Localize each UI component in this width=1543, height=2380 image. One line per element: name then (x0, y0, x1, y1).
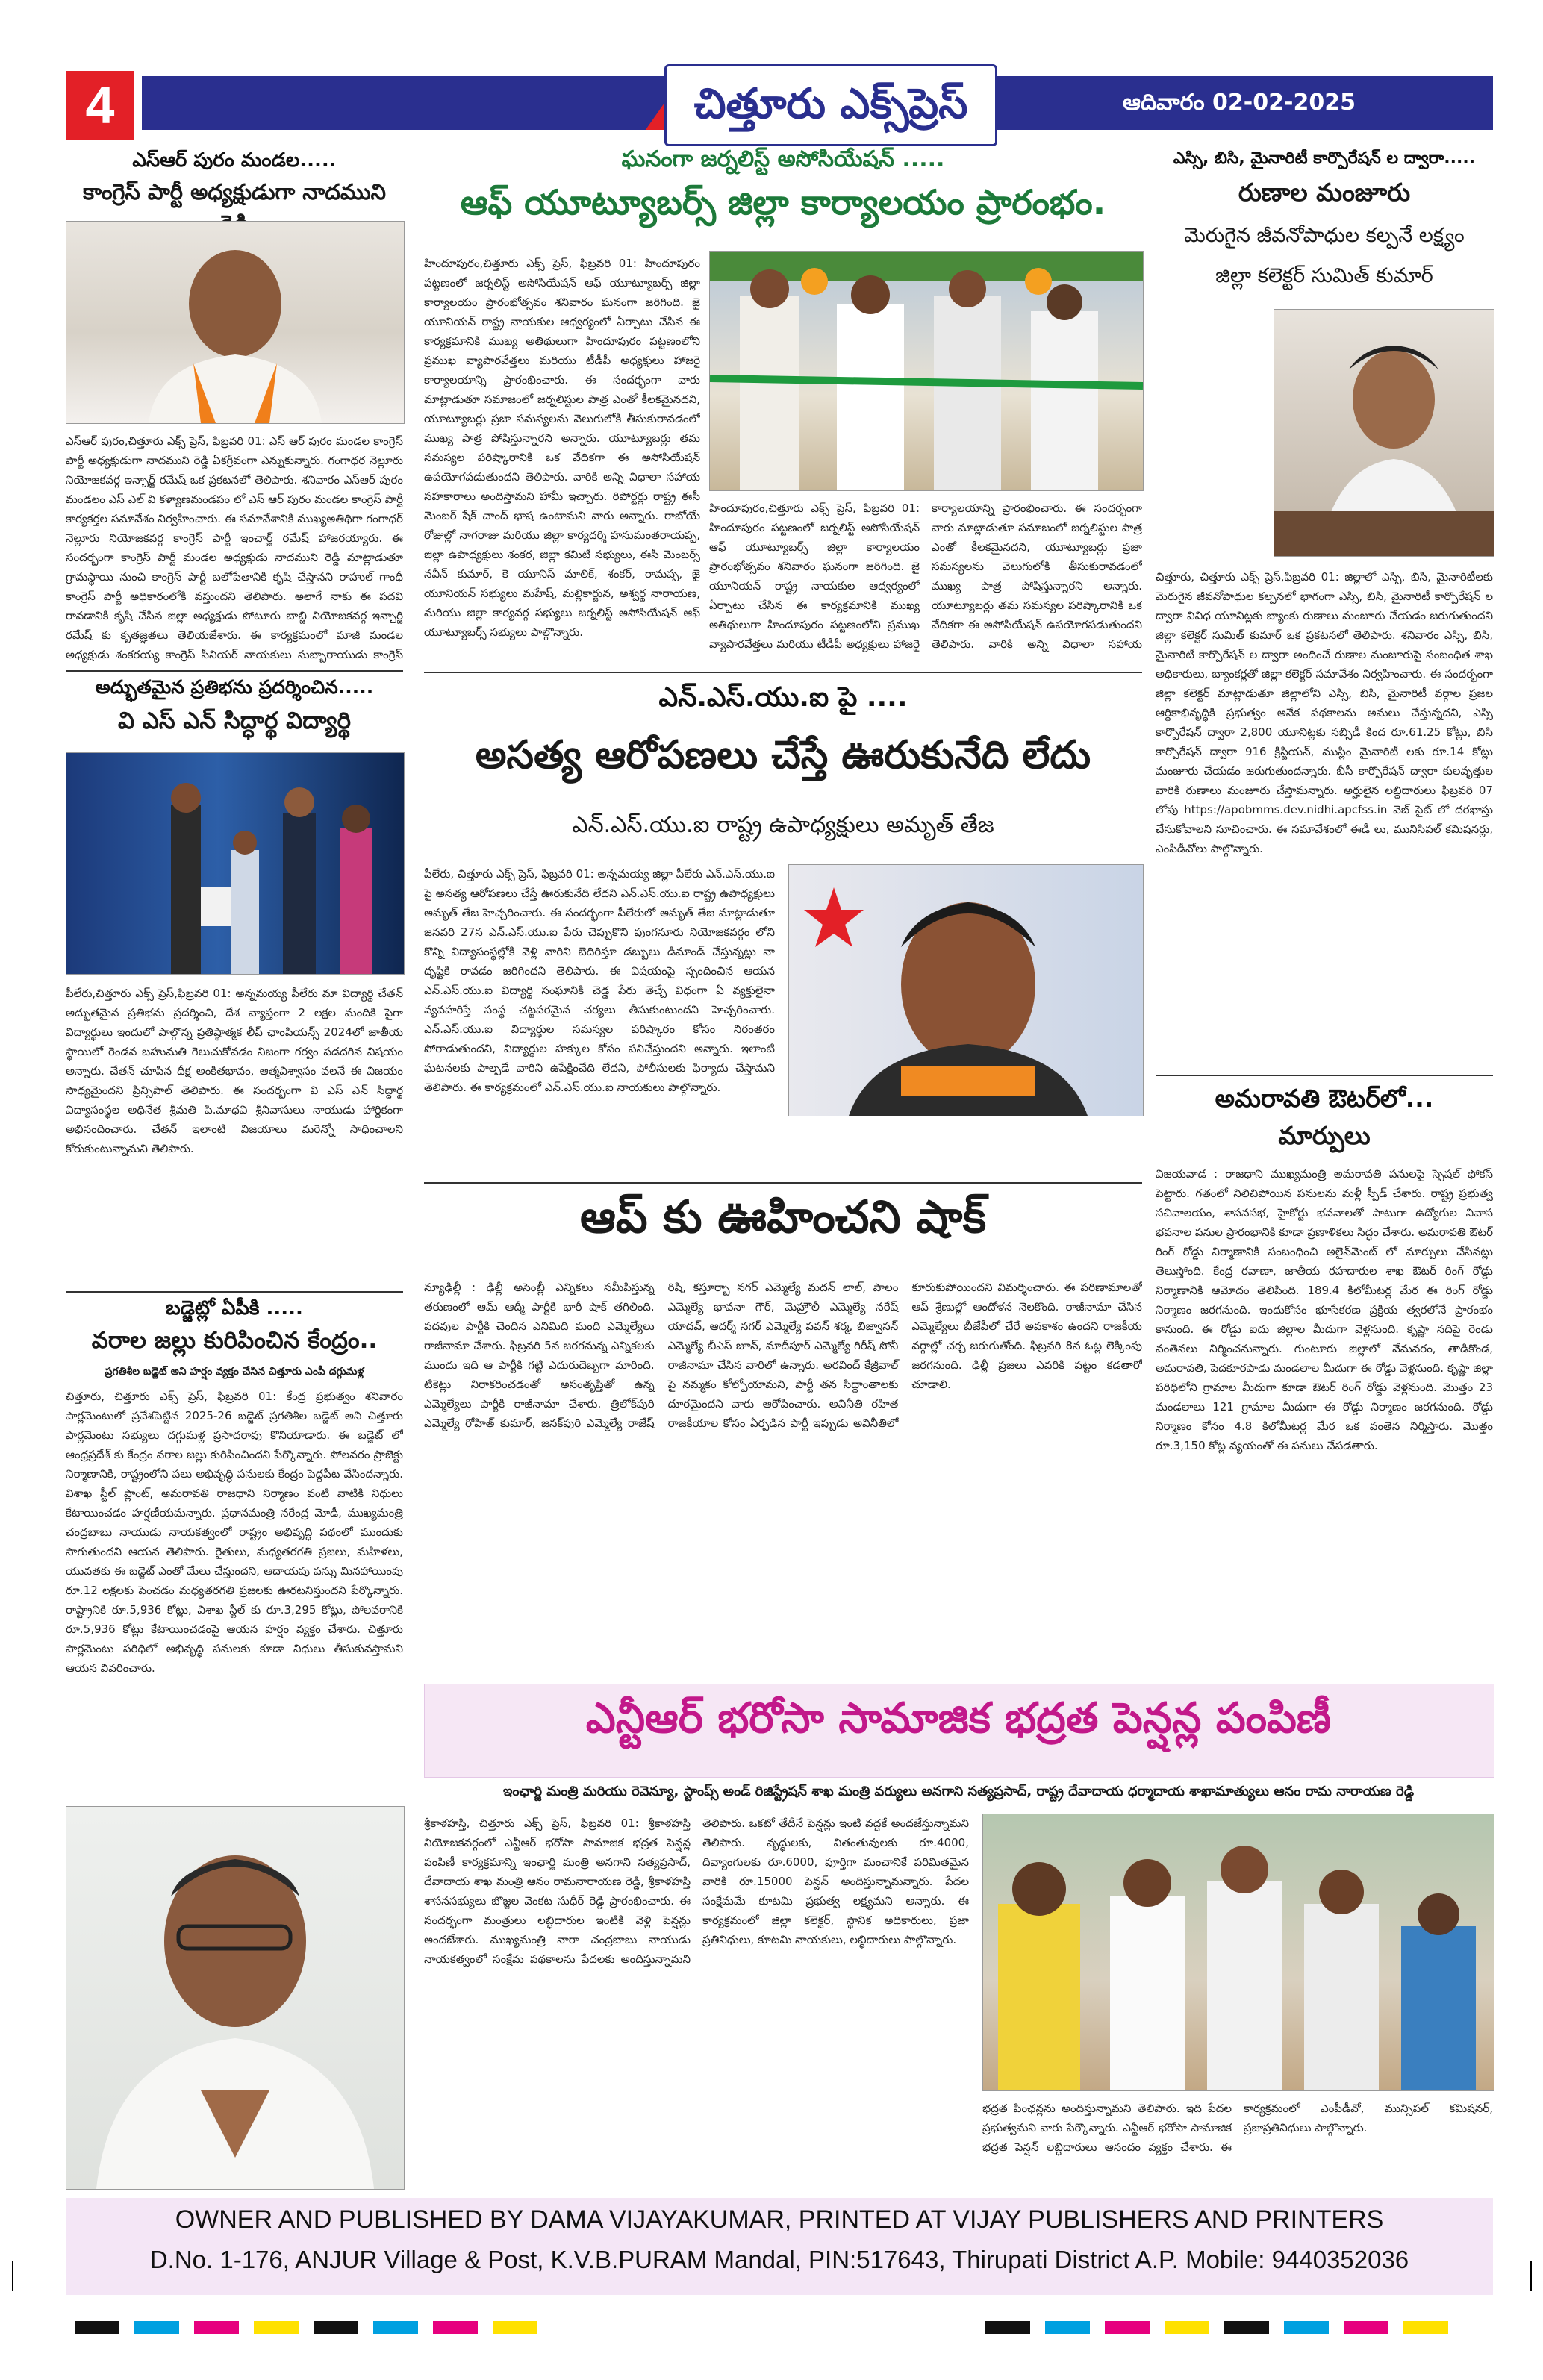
ntr-headline: ఎన్టీఆర్ భరోసా సామాజిక భద్రత పెన్షన్ల పంపిణీ (585, 1694, 1332, 1743)
left-budget-headline: వరాల జల్లు కురిపించిన కేంద్రం.. (91, 1327, 378, 1354)
center-top-kicker: ఘనంగా జర్నలిస్ట్ అసోసియేషన్ ..... (621, 146, 945, 172)
left-mid-headline: వి ఎస్ ఎన్ సిద్ధార్థ విద్యార్థి (117, 708, 352, 734)
aap-headline: ఆప్ కు ఊహించని షాక్ (579, 1191, 987, 1243)
newspaper-title: చిత్తూరు ఎక్స్‌ప్రెస్ (664, 64, 997, 146)
ntr-body-cont: భద్రత పింఛన్లను అందిస్తున్నామని తెలిపారు. ఇది పేదల ప్రభుత్వమని వారు పేర్కొన్నారు. ఎన్టీఆర్ భరోసా సామాజిక భద్రత పెన్షన్ లబ్ధిదారులు ఆనందం వ్యక్తం చేశారు. ఈ కార్యక్రమంలో ఎంపీడీవో, మున్సిపల్ కమిషనర్, ప్రజాప్రతినిధులు పాల్గొన్నారు. (982, 2102, 1493, 2154)
right-top-subhead: జిల్లా కలెక్టర్ సుమిత్ కుమార్ (1215, 264, 1433, 287)
issue-date: ఆదివారం 02-02-2025 (1123, 90, 1356, 116)
color-bar (254, 2321, 299, 2334)
office-inauguration-photo (709, 251, 1144, 491)
amaravati-kicker: అమరావతి ఔటర్‌లో... (1215, 1084, 1434, 1113)
mp-portrait-photo (66, 1806, 405, 2190)
nsui-body: పీలేరు, చిత్తూరు ఎక్స్ ప్రెస్, ఫిబ్రవరి 01: అన్నమయ్య జిల్లా పీలేరు ఎన్.ఎస్.యు.ఐ పై అసత్య ఆరోపణలు చేస్తే ఊరుకునేది లేదని ఎన్.ఎస్.యు.ఐ రాష్ట్ర ఉపాధ్యక్షులు అమృత్ తేజ హెచ్చరించారు. ఈ సందర్భంగా పీలేరులో అమృత్ తేజ మాట్లాడుతూ జనవరి 27న ఎన్.ఎస్.యు.ఐ పేరు చెప్పుకొని పుంగనూరు నియోజకవర్గం లోని కొన్ని విద్యాసంస్థల్లోకి వెళ్లి వారిని బెదిరిస్తూ డబ్బులు డిమాండ్ చేస్తున్నట్లు నా దృష్టికి రావడం జరిగిందని తెలిపారు. ఈ విషయంపై స్పందించిన ఆయన ఎన్.ఎస్.యు.ఐ విద్యార్థి సంఘానికి చెడ్డ పేరు తెచ్చే విధంగా ఏ వ్యక్తులైనా వ్యవహరిస్తే సంస్థ చట్టపరమైన చర్యలు తీసుకుంటుందని హెచ్చరించారు. ఎన్.ఎస్.యు.ఐ విద్యార్థుల సమస్యల పరిష్కారం కోసం నిరంతరం పోరాడుతుందని, విద్యార్థుల హక్కుల కోసం పనిచేస్తుందని అన్నారు. ఇలాంటి ఘటనలకు పాల్పడే వారిని ఉపేక్షించేది లేదని, పోలీసులకు ఫిర్యాదు చేస్తామని తెలిపారు. ఈ కార్యక్రమంలో ఎన్.ఎస్.యు.ఐ నాయకులు పాల్గొన్నారు. (424, 867, 775, 1094)
right-top-body: చిత్తూరు, చిత్తూరు ఎక్స్ ప్రెస్,ఫిబ్రవరి 01: జిల్లాలో ఎస్సి, బిసి, మైనారిటీలకు మెరుగైన జీవనోపాధుల కల్పనలో భాగంగా ఎస్సి, బిసి, మైనారిటీ కార్పొరేషన్ ల ద్వారా వివిధ యూనిట్లకు బ్యాంకు రుణాలు మంజూరు చేయడం జరుగుతుందని జిల్లా కలెక్టర్ సుమిత్ కుమార్ ఒక ప్రకటనలో తెలిపారు. శనివారం ఎస్సి, బిసి, మైనారిటీ కార్పొరేషన్ ల ద్వారా అందించే రుణాల మంజూరుపై సంబంధిత శాఖ అధికారులు, బ్యాంకర్లతో జిల్లా కలెక్టర్ సమావేశం నిర్వహించారు. ఈ సందర్భంగా జిల్లా కలెక్టర్ మాట్లాడుతూ జిల్లాలోని ఎస్సి, బిసి, మైనారిటీ వర్గాల ప్రజల ఆర్థికాభివృద్ధికి ప్రభుత్వం అనేక పథకాలను అమలు చేస్తున్నదని, ఎస్సి కార్పొరేషన్ ద్వారా 2,800 యూనిట్లకు సబ్సిడీ కింద రూ.61.25 కోట్లు, బిసి కార్పొరేషన్ ద్వారా 916 క్రిస్టియన్, ముస్లిం మైనారిటీ లకు రూ.14 కోట్లు మంజూరు చేయడం జరుగుతుందన్నారు. బీసీ కార్పొరేషన్ ద్వారా కులవృత్తుల వారికి రుణాలు మంజూరు చేస్తామన్నారు. అర్హులైన లబ్ధిదారులు ఫిబ్రవరి 07 లోపు https://apobmms.dev.nidhi.apcfss.in వెబ్ సైట్ లో దరఖాస్తు చేసుకోవాలని సూచించారు. ఈ సమావేశంలో ఈడీ లు, మునిసిపల్ కమిషనర్లు, ఎంపీడీవోలు పాల్గొన్నారు. (1156, 570, 1493, 855)
divider (66, 670, 403, 672)
left-top-kicker: ఎస్ఆర్ పురం మండల..... (132, 149, 337, 172)
crop-mark (1530, 2261, 1532, 2291)
color-bar (985, 2321, 1030, 2334)
nsui-kicker: ఎన్.ఎస్.యు.ఐ పై .... (658, 682, 908, 713)
nsui-headline: అసత్య ఆరోపణలు చేస్తే ఊరుకునేది లేదు (475, 733, 1091, 778)
publisher-footer (66, 2198, 1493, 2295)
amaravati-body: విజయవాడ : రాజధాని ముఖ్యమంత్రి అమరావతి పనులపై స్పెషల్ ఫోకస్ పెట్టారు. గతంలో నిలిచిపోయిన పనులను మళ్లీ స్పీడ్ చేశారు. రాష్ట్ర ప్రభుత్వ సచివాలయం, శాసనసభ, హైకోర్టు భవనాలతో పాటుగా ఉద్యోగుల నివాస భవనాల పనుల ప్రారంభానికి కూడా ప్రణాళికలు సిద్ధం చేశారు. అమరావతి ఔటర్ రింగ్ రోడ్డు నిర్మాణానికి సంబంధించి అలైన్‌మెంట్ లో మార్పులు చేసినట్లు తెలుస్తోంది. కేంద్ర రవాణా, జాతీయ రహదారుల శాఖ ఔటర్ రింగ్ రోడ్డు నిర్మాణానికి ఆమోదం తెలిపింది. 189.4 కిలోమీటర్ల మేర ఈ రింగ్ రోడ్డు నిర్మాణం జరగనుంది. ఇందుకోసం భూసేకరణ ప్రక్రియ త్వరలోనే ప్రారంభం కానుంది. ఈ రోడ్డు ఐదు జిల్లాల మీదుగా వెళ్లనుంది. కృష్ణా నదిపై రెండు వంతెనలు నిర్మించనున్నారు. గుంటూరు జిల్లాలో వేమవరం, తాడికొండ, అమరావతి, పెదకూరపాడు మండలాల మీదుగా ఈ రోడ్డు వెళ్లనుంది. కృష్ణా జిల్లా పరిధిలోని గ్రామాల మీదుగా కూడా ఔటర్ రింగ్ రోడ్డు వెళ్లనుంది. మొత్తం 23 మండలాలు 121 గ్రామాల మీదుగా ఈ రోడ్డు నిర్మాణం జరగనుంది. రోడ్డు నిర్మాణం కోసం 4.8 కిలోమీటర్ల మేర ఒక వంతెన నిర్మిస్తారు. మొత్తం రూ.3,150 కోట్ల వ్యయంతో ఈ పనులు చేపడతారు. (1156, 1167, 1493, 1452)
color-bar (1045, 2321, 1090, 2334)
center-top-body: హిందూపురం,చిత్తూరు ఎక్స్ ప్రెస్, ఫిబ్రవరి 01: హిందూపురం పట్టణంలో జర్నలిస్ట్ అసోసియేషన్ ఆఫ్ యూట్యూబర్స్ జిల్లా కార్యాలయం ప్రారంభోత్సవం శనివారం ఘనంగా జరిగింది. జై యూనియన్ రాష్ట్ర నాయకుల ఆధ్వర్యంలో ఏర్పాటు చేసిన ఈ కార్యక్రమానికి ముఖ్య అతిథులుగా హిందూపురం పట్టణంలోని ప్రముఖ వ్యాపారవేత్తలు మరియు టీడీపీ అధ్యక్షులు హాజరై కార్యాలయాన్ని ప్రారంభించారు. ఈ సందర్భంగా వారు మాట్లాడుతూ సమాజంలో జర్నలిస్టుల పాత్ర ఎంతో కీలకమైనదని, యూట్యూబర్లు ప్రజా సమస్యలను వెలుగులోకి తీసుకురావడంలో ముఖ్య పాత్ర పోషిస్తున్నారని అన్నారు. యూట్యూబర్లు తమ సమస్యల పరిష్కారానికి ఒక వేదికగా ఈ అసోసియేషన్ ఉపయోగపడుతుందని తెలిపారు. వారికి అన్ని విధాలా సహాయ సహకారాలు అందిస్తామని హామీ ఇచ్చారు. రిపోర్టర్లు రాష్ట్ర ఈసీ మెంబర్ షేక్ చాంద్ భాష ఉంటామని వారు అన్నారు. రాబోయే రోజుల్లో నాగరాజు మరియు జిల్లా కార్యదర్శి హనుమంతరాయప్ప, జిల్లా ఉపాధ్యక్షులు శంకర, జిల్లా కమిటీ సభ్యులు, ఈసీ మెంబర్స్ నవీన్ కుమార్, కె యూనిస్ మాలిక్, శంకర్, రామప్ప, జై యూనియన్ సభ్యులు మహేష్, మల్లికార్జున, అశ్వర్థ నారాయణ, మరియు జిల్లా కార్యవర్గ సభ్యులు జర్నలిస్ట్ అసోసియేషన్ ఆఫ్ యూట్యూబర్స్ సభ్యులు పాల్గొన్నారు. (424, 257, 700, 639)
left-mid-body: పీలేరు,చిత్తూరు ఎక్స్ ప్రెస్,ఫిబ్రవరి 01: అన్నమయ్య పీలేరు మా విద్యార్థి చేతన్ అద్భుతమైన ప్రతిభను ప్రదర్శించి, దేశ వ్యాప్తంగా 2 లక్షల మందికి పైగా విద్యార్థులు ఇందులో పాల్గొన్న ప్రతిష్ఠాత్మక లీప్ ఛాంపియన్స్ 2024లో జాతీయ స్థాయిలో రెండవ బహుమతి గెలుచుకోవడం నిజంగా గర్వం పడదగిన విషయం అన్నారు. చేతన్ చూపిన దీక్ష అంకితభావం, ఆత్మవిశ్వాసం వలనే ఈ విజయం సాధ్యమైందని ప్రిన్సిపాల్ తెలిపారు. ఈ సందర్భంగా వి ఎస్ ఎన్ సిద్ధార్థ విద్యాసంస్థల అధినేత శ్రీమతి పి.మాధవి శ్రీనివాసులు నాయుడు హార్దికంగా అభినందించారు. చేతన్ ఇలాంటి విజయాలు మరెన్నో సాధించాలని కోరుకుంటున్నామని తెలిపారు. (66, 987, 403, 1155)
left-top-body: ఎస్ఆర్ పురం,చిత్తూరు ఎక్స్ ప్రెస్, ఫిబ్రవరి 01: ఎస్ ఆర్ పురం మండల కాంగ్రెస్ పార్టీ అధ్యక్షుడుగా నాదముని రెడ్డి ఏకగ్రీవంగా ఎన్నుకున్నారు. గంగాధర నెల్లూరు నియోజకవర్గ ఇన్చార్జ్ రమేష్ ఒక ప్రకటనలో తెలిపారు. శనివారం ఎస్ఆర్ పురం మండలం ఎస్ ఎల్ వి కళ్యాణమండపం లో ఎస్ ఆర్ పురం మండల కాంగ్రెస్ పార్టీ కార్యకర్తల సమావేశం నిర్వహించారు. ఈ సమావేశానికి ముఖ్యఅతిథిగా గంగాధర్ నెల్లూరు నియోజకవర్గ కాంగ్రెస్ పార్టీ ఇంచార్జ్ రమేష్ హాజరయ్యారు. ఈ సందర్భంగా కాంగ్రెస్ పార్టీ మండల అధ్యక్షుడు నాదముని రెడ్డి మాట్లాడుతూ గ్రామస్థాయి నుంచి కాంగ్రెస్ పార్టీ బలోపేతానికి కృషి చేస్తానని రాహుల్ గాంధీ కాంగ్రెస్ పార్టీ అధికారంలోకి వస్తుందని తెలిపారు. అలాగే నాకు ఈ పదవి రావడానికి కృషి చేసిన జిల్లా అధ్యక్షుడు పోటూరు బాబ్జి నియోజకవర్గ ఇన్చార్జి రమేష్ కు కృతజ్ఞతలు తెలియజేశారు. ఈ కార్యక్రమంలో మాజీ మండల అధ్యక్షుడు శంకరయ్య కాంగ్రెస్ సీనియర్ నాయకులు సుబ్బారాయుడు కాంగ్రెస్ (66, 434, 403, 661)
color-bar (493, 2321, 537, 2334)
left-budget-body: చిత్తూరు, చిత్తూరు ఎక్స్ ప్రెస్, ఫిబ్రవరి 01: కేంద్ర ప్రభుత్వం శనివారం పార్లమెంటులో ప్రవేశపెట్టిన 2025-26 బడ్జెట్ ప్రగతిశీల బడ్జెట్ అని చిత్తూరు పార్లమెంటు సభ్యులు దగ్గుమళ్ల ప్రసాదరావు కొనియాడారు. ఈ బడ్జెట్ లో ఆంధ్రప్రదేశ్ కు కేంద్రం వరాల జల్లు కురిపించిందని పేర్కొన్నారు. పోలవరం ప్రాజెక్టు నిర్మాణానికి, రాష్ట్రంలోని పలు అభివృద్ధి పనులకు కేంద్రం పెద్దపీట వేసిందన్నారు. విశాఖ స్టీల్ ప్లాంట్, అమరావతి రాజధాని నిర్మాణం వంటి వాటికి నిధులు కేటాయించడం హర్షణీయమన్నారు. ప్రధానమంత్రి నరేంద్ర మోడీ, ముఖ్యమంత్రి చంద్రబాబు నాయుడు నాయకత్వంలో రాష్ట్రం అభివృద్ధి పథంలో ముందుకు సాగుతుందని ఆయన తెలిపారు. రైతులు, మధ్యతరగతి ప్రజలు, మహిళలు, యువతకు ఈ బడ్జెట్ ఎంతో మేలు చేస్తుందని, ఆదాయపు పన్ను మినహాయింపు రూ.12 లక్షలకు పెంచడం మధ్యతరగతి ప్రజలకు ఊరటనిస్తుందని పేర్కొన్నారు. రాష్ట్రానికి రూ.5,936 కోట్లు, విశాఖ స్టీల్ కు రూ.3,295 కోట్లు, పోలవరానికి రూ.5,936 కోట్లు కేటాయించడంపై ఆయన హర్షం వ్యక్తం చేశారు. చిత్తూరు పార్లమెంటు పరిధిలో అభివృద్ధి పనులకు కూడా నిధులు తీసుకువస్తామని ఆయన వివరించారు. (66, 1390, 403, 1675)
nsui-body-cont (424, 1125, 1142, 1176)
color-bar (1284, 2321, 1329, 2334)
divider (66, 1291, 403, 1293)
pension-distribution-photo (982, 1814, 1494, 2091)
color-bar (1105, 2321, 1150, 2334)
footer-address-line: D.No. 1-176, ANJUR Village & Post, K.V.B.PURAM Mandal, PIN:517643, Thirupati District A.P. Mobile: 9440352036 (149, 2246, 1409, 2273)
collector-photo (1274, 309, 1494, 557)
footer-publisher-line: OWNER AND PUBLISHED BY DAMA VIJAYAKUMAR, PRINTED AT VIJAY PUBLISHERS AND PRINTERS (175, 2205, 1384, 2234)
color-bar (1344, 2321, 1388, 2334)
right-top-headline: రుణాల మంజూరు (1238, 178, 1411, 207)
divider (1156, 1075, 1493, 1076)
left-top-headline: కాంగ్రెస్ పార్టీ అధ్యక్షుడుగా నాదముని (83, 179, 386, 204)
nadamuni-reddy-photo (66, 221, 405, 424)
color-bar (373, 2321, 418, 2334)
aap-body: న్యూఢిల్లీ : ఢిల్లీ అసెంబ్లీ ఎన్నికలు సమీపిస్తున్న తరుణంలో ఆమ్ ఆద్మీ పార్టీకి భారీ షాక్ తగిలింది. పదవుల పార్టీకి చెందిన ఎనిమిది మంది ఎమ్మెల్యేలు రాజీనామా చేశారు. ఫిబ్రవరి 5న జరగనున్న ఎన్నికలకు ముందు ఇది ఆ పార్టీకి గట్టి ఎదురుదెబ్బగా మారింది. టికెట్లు నిరాకరించడంతో అసంతృప్తితో ఉన్న ఎమ్మెల్యేలు పార్టీకి రాజీనామా చేశారు. త్రిలోక్‌పురి ఎమ్మెల్యే రోహిత్ కుమార్, జనక్‌పురి ఎమ్మెల్యే రాజేష్ రిషి, కస్తూర్బా నగర్ ఎమ్మెల్యే మదన్ లాల్, పాలం ఎమ్మెల్యే భావనా గౌర్, మెహ్రౌలీ ఎమ్మెల్యే నరేష్ యాదవ్, ఆదర్శ్ నగర్ ఎమ్మెల్యే పవన్ శర్మ, బిజ్వాసన్ ఎమ్మెల్యే బీఎస్ జూన్, మాదీపూర్ ఎమ్మెల్యే గిరీష్ సోనీ రాజీనామా చేసిన వారిలో ఉన్నారు. అరవింద్ కేజ్రీవాల్ పై నమ్మకం కోల్పోయామని, పార్టీ తన సిద్ధాంతాలకు దూరమైందని వారు ఆరోపించారు. అవినీతి రహిత రాజకీయాల కోసం ఏర్పడిన పార్టీ ఇప్పుడు అవినీతిలో కూరుకుపోయిందని విమర్శించారు. ఈ పరిణామాలతో ఆప్ శ్రేణుల్లో ఆందోళన నెలకొంది. రాజీనామా చేసిన ఎమ్మెల్యేలు బీజేపీలో చేరే అవకాశం ఉందని రాజకీయ వర్గాల్లో చర్చ జరుగుతోంది. ఫిబ్రవరి 8న ఓట్ల లెక్కింపు జరగనుంది. ఢిల్లీ ప్రజలు ఎవరికి పట్టం కడతారో చూడాలి. (424, 1281, 1142, 1430)
left-budget-subhead: ప్రగతిశీల బడ్జెట్ అని హర్షం వ్యక్తం చేసిన చిత్తూరు ఎంపీ దగ్గుమళ్ల (105, 1366, 364, 1378)
ntr-subhead: ఇంఛార్జి మంత్రి మరియు రెవెన్యూ, స్టాంప్స్ అండ్ రిజిస్ట్రేషన్ శాఖ మంత్రి వర్యులు అనగాని సత్యప్రసాద్, రాష్ట్ర దేవాదాయ ధర్మాదాయ శాఖామాత్యులు ఆనం రామ నారాయణ రెడ్డి (502, 1784, 1415, 1799)
color-bar (314, 2321, 358, 2334)
student-award-photo (66, 752, 405, 975)
color-bar (75, 2321, 119, 2334)
amaravati-headline: మార్పులు (1278, 1121, 1371, 1150)
color-bar (1403, 2321, 1448, 2334)
left-budget-kicker: బడ్జెట్లో ఏపీకి ..... (166, 1297, 303, 1319)
color-bar (194, 2321, 239, 2334)
ntr-body: శ్రీకాళహస్తి, చిత్తూరు ఎక్స్ ప్రెస్, ఫిబ్రవరి 01: శ్రీకాళహస్తి నియోజకవర్గంలో ఎన్టీఆర్ భరోసా సామాజిక భద్రత పెన్షన్ల పంపిణీ కార్యక్రమాన్ని ఇంఛార్జి మంత్రి అనగాని సత్యప్రసాద్, దేవాదాయ శాఖ మంత్రి ఆనం రామనారాయణ రెడ్డి, శ్రీకాళహస్తి శాసనసభ్యులు బొజ్జల వెంకట సుధీర్ రెడ్డి ప్రారంభించారు. ఈ సందర్భంగా మంత్రులు లబ్ధిదారుల ఇంటికి వెళ్లి పెన్షన్లు అందజేశారు. ముఖ్యమంత్రి నారా చంద్రబాబు నాయుడు నాయకత్వంలో సంక్షేమ పథకాలను పేదలకు అందిస్తున్నామని తెలిపారు. ఒకటో తేదీనే పెన్షన్లు ఇంటి వద్దకే అందజేస్తున్నామని తెలిపారు. వృద్ధులకు, వితంతువులకు రూ.4000, దివ్యాంగులకు రూ.6000, పూర్తిగా మంచానికే పరిమితమైన వారికి రూ.15000 పెన్షన్ అందిస్తున్నామన్నారు. పేదల సంక్షేమమే కూటమి ప్రభుత్వ లక్ష్యమని అన్నారు. ఈ కార్యక్రమంలో జిల్లా కలెక్టర్, స్థానిక అధికారులు, ప్రజా ప్రతినిధులు, కూటమి నాయకులు, లబ్ధిదారులు పాల్గొన్నారు. (424, 1817, 969, 1966)
nsui-subhead: ఎన్.ఎస్.యు.ఐ రాష్ట్ర ఉపాధ్యక్షులు అమృత్ తేజ (572, 812, 994, 838)
left-mid-kicker: అద్భుతమైన ప్రతిభను ప్రదర్శించిన..... (95, 676, 374, 698)
color-bar (134, 2321, 179, 2334)
center-top-body-cont: హిందూపురం,చిత్తూరు ఎక్స్ ప్రెస్, ఫిబ్రవరి 01: హిందూపురం పట్టణంలో జర్నలిస్ట్ అసోసియేషన్ ఆఫ్ యూట్యూబర్స్ జిల్లా కార్యాలయం ప్రారంభోత్సవం శనివారం ఘనంగా జరిగింది. జై యూనియన్ రాష్ట్ర నాయకుల ఆధ్వర్యంలో ఏర్పాటు చేసిన ఈ కార్యక్రమానికి ముఖ్య అతిథులుగా హిందూపురం పట్టణంలోని ప్రముఖ వ్యాపారవేత్తలు మరియు టీడీపీ అధ్యక్షులు హాజరై కార్యాలయాన్ని ప్రారంభించారు. ఈ సందర్భంగా వారు మాట్లాడుతూ సమాజంలో జర్నలిస్టుల పాత్ర ఎంతో కీలకమైనదని, యూట్యూబర్లు ప్రజా సమస్యలను వెలుగులోకి తీసుకురావడంలో ముఖ్య పాత్ర పోషిస్తున్నారని అన్నారు. యూట్యూబర్లు తమ సమస్యల పరిష్కారానికి ఒక వేదికగా ఈ అసోసియేషన్ ఉపయోగపడుతుందని తెలిపారు. వారికి అన్ని విధాలా సహాయ (709, 502, 1142, 651)
color-bar (433, 2321, 478, 2334)
right-top-kicker: ఎస్సి, బిసి, మైనారిటీ కార్పొరేషన్ ల ద్వారా..... (1173, 149, 1476, 168)
color-bar (1224, 2321, 1269, 2334)
center-top-headline: ఆఫ్ యూట్యూబర్స్ జిల్లా కార్యాలయం ప్రారంభం. (460, 182, 1106, 222)
crop-mark (12, 2261, 13, 2291)
color-bar (1165, 2321, 1209, 2334)
amrut-teja-photo (788, 864, 1144, 1116)
divider (424, 672, 1142, 673)
right-top-subhead: మెరుగైన జీవనోపాధుల కల్పనే లక్ష్యం (1184, 224, 1465, 247)
divider (424, 1182, 1142, 1184)
page-number: 4 (66, 71, 134, 140)
